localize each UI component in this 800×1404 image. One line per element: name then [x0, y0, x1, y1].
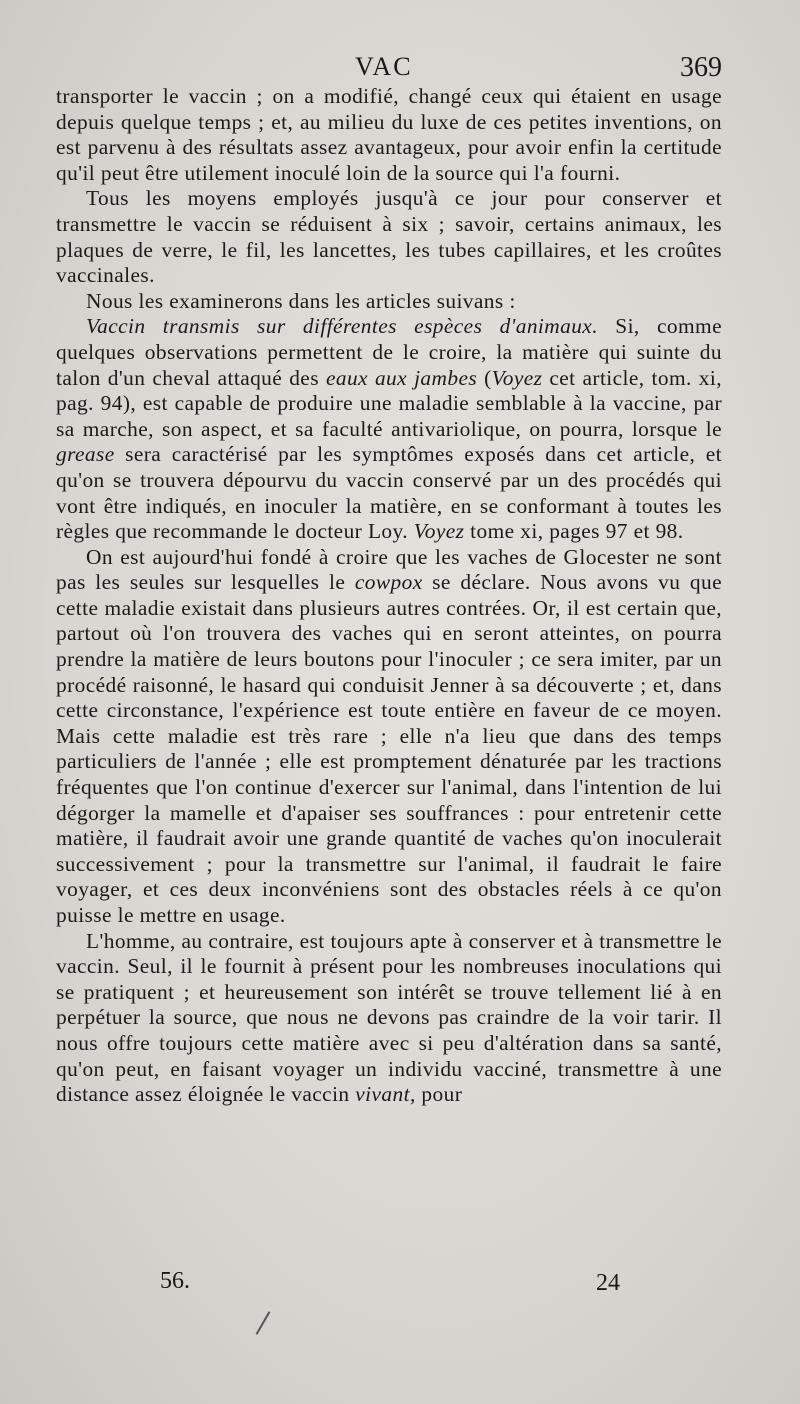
text-run: On est aujourd'hui fondé à croire que les vaches de Glocester ne sont pas les seules sur lesquelles le [56, 544, 722, 595]
signature-mark-left: 56. [160, 1268, 190, 1294]
text-run: Nous les examinerons dans les articles suivans : [86, 288, 516, 313]
italic-text: Vaccin transmis sur différentes espèces d'animaux. [86, 314, 598, 339]
italic-text: Voyez [491, 365, 543, 390]
paragraph [56, 289, 722, 315]
paragraph [56, 84, 722, 186]
text-run: L'homme, au contraire, est toujours apte à conserver et à transmettre le vaccin. Seul, il le fournit à présent pour les nombreuses inoculations qui se pratiquent ; et heureusement son intérêt se trouve tellement lié à en perpétuer la source, que nous ne devons pas craindre de la voir tarir. Il nous offre toujours cette matière avec si peu d'altération dans sa santé, qu'on peut, en faisant voyager un individu vacciné, transmettre à une distance assez éloignée le vaccin [56, 928, 722, 1107]
signature-mark-right: 24 [596, 1270, 620, 1296]
italic-text: cowpox [354, 570, 423, 595]
text-run: ( [477, 365, 492, 390]
stray-pen-mark [256, 1311, 271, 1335]
text-run: se déclare. Nous avons vu que cette maladie existait dans plusieurs autres contrées. Or, il est certain que, partout où l'on trouvera des vaches qui en seront atteintes, on pourra prendre la matière de leurs boutons pour l'inoculer ; ce sera imiter, par un procédé raisonné, le hasard qui conduisit Jenner à sa découverte ; et, dans cette circonstance, l'expérience est toute entière en faveur de ce moyen. Mais cette maladie est très rare ; elle n'a lieu que dans des temps particuliers de l'année ; elle est promptement dénaturée par les tractions fréquentes que l'on continue d'exercer sur l'animal, dans l'intention de lui dégorger la mamelle et d'apaiser ses souffrances : pour entretenir cette matière, il faudrait avoir une grande quantité de vaches qu'on inoculerait successivement ; pour la transmettre sur l'animal, il faudrait le faire voyager, et ces deux inconvéniens sont des obstacles réels à ce qu'on puisse le mettre en usage. [56, 570, 722, 927]
text-run: cet article, tom. xi, pag. 94), est capable de produire une maladie semblable à la vaccine, par sa marche, son aspect, et sa faculté antivariolique, on pourra, lorsque le [56, 365, 722, 441]
text-run: Si, comme quelques observations permettent de le croire, la matière qui suinte du talon d'un cheval attaqué des [56, 314, 722, 390]
italic-text: grease [56, 442, 115, 467]
italic-text: vivant [355, 1082, 410, 1107]
text-run: transporter le vaccin ; on a modifié, changé ceux qui étaient en usage depuis quelque temps ; et, au milieu du luxe de ces petites inventions, on est parvenu à des résultats assez avantageux, pour avoir enfin la certitude qu'il peut être utilement inoculé loin de la source qui l'a fourni. [56, 84, 722, 185]
paragraph [56, 545, 722, 929]
italic-text: eaux aux jambes [325, 365, 478, 390]
paragraph [56, 314, 722, 544]
page-number: 369 [680, 52, 722, 83]
text-run: Tous les moyens employés jusqu'à ce jour pour conserver et transmettre le vaccin se réduisent à six ; savoir, certains animaux, les plaques de verre, le fil, les lancettes, les tubes capillaires, et les croûtes vaccinales. [56, 186, 722, 288]
text-run: , pour [409, 1082, 463, 1107]
page-footer [0, 1268, 800, 1308]
paragraph [56, 929, 722, 1108]
running-title: VAC [355, 52, 413, 81]
text-run: tome xi, pages 97 et 98. [464, 519, 684, 544]
italic-text: Voyez [413, 519, 465, 544]
paragraph [56, 186, 722, 288]
text-run: sera caractérisé par les symptômes exposés dans cet article, et qu'on se trouvera dépourvu du vaccin conservé par un des procédés qui vont être indiqués, en inoculer la matière, en se conformant à toutes les règles que recommande le docteur Loy. [56, 442, 722, 544]
body-text [56, 84, 722, 1108]
